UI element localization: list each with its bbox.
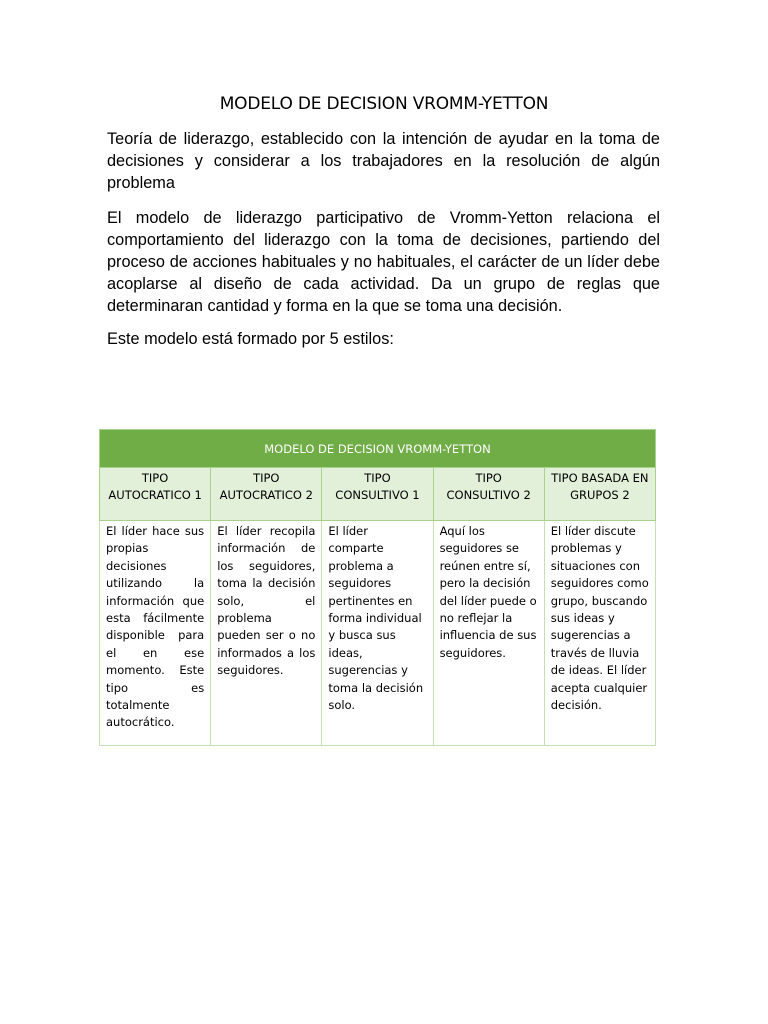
table-title-row	[100, 430, 656, 468]
table-title: MODELO DE DECISION VROMM-YETTON	[100, 430, 656, 468]
description-autocratico-1: El líder hace sus propias decisiones utilizando la información que esta fácilmente disponible para el en ese momento. Este tipo es totalmente autocrático.	[100, 521, 211, 746]
intro-paragraph: Teoría de liderazgo, establecido con la intención de ayudar en la toma de decisiones y considerar a los trabajadores en la resolución de algún problema	[107, 130, 660, 192]
description-consultivo-1: El líder comparte problema a seguidores pertinentes en forma individual y busca sus ideas, sugerencias y toma la decisión solo.	[322, 521, 433, 746]
table-header-row	[100, 468, 656, 521]
table-row	[100, 521, 656, 746]
column-heading-autocratico-2: TIPO AUTOCRATICO 2	[211, 468, 322, 521]
model-description-paragraph: El modelo de liderazgo participativo de Vromm-Yetton relaciona el comportamiento del liderazgo con la toma de decisiones, partiendo del proceso de acciones habituales y no habituales, el carácter de un líder debe acoplarse al diseño de cada actividad. Da un grupo de reglas que determinaran cantidad y forma en la que se toma una decisión.	[107, 209, 660, 315]
description-grupos-2: El líder discute problemas y situaciones con seguidores como grupo, buscando sus ideas y sugerencias a través de lluvia de ideas. El líder acepta cualquier decisión.	[544, 521, 655, 746]
description-autocratico-2: El líder recopila información de los seguidores, toma la decisión solo, el problema pueden ser o no informados a los seguidores.	[211, 521, 322, 746]
column-heading-consultivo-2: TIPO CONSULTIVO 2	[433, 468, 544, 521]
column-heading-grupos-2: TIPO BASADA EN GRUPOS 2	[544, 468, 655, 521]
decision-styles-table	[99, 429, 656, 746]
column-heading-autocratico-1: TIPO AUTOCRATICO 1	[100, 468, 211, 521]
column-heading-consultivo-1: TIPO CONSULTIVO 1	[322, 468, 433, 521]
styles-intro-paragraph: Este modelo está formado por 5 estilos:	[107, 330, 394, 348]
description-consultivo-2: Aquí los seguidores se reúnen entre sí, pero la decisión del líder puede o no reflejar la influencia de sus seguidores.	[433, 521, 544, 746]
document-title: MODELO DE DECISION VROMM-YETTON	[219, 94, 549, 114]
